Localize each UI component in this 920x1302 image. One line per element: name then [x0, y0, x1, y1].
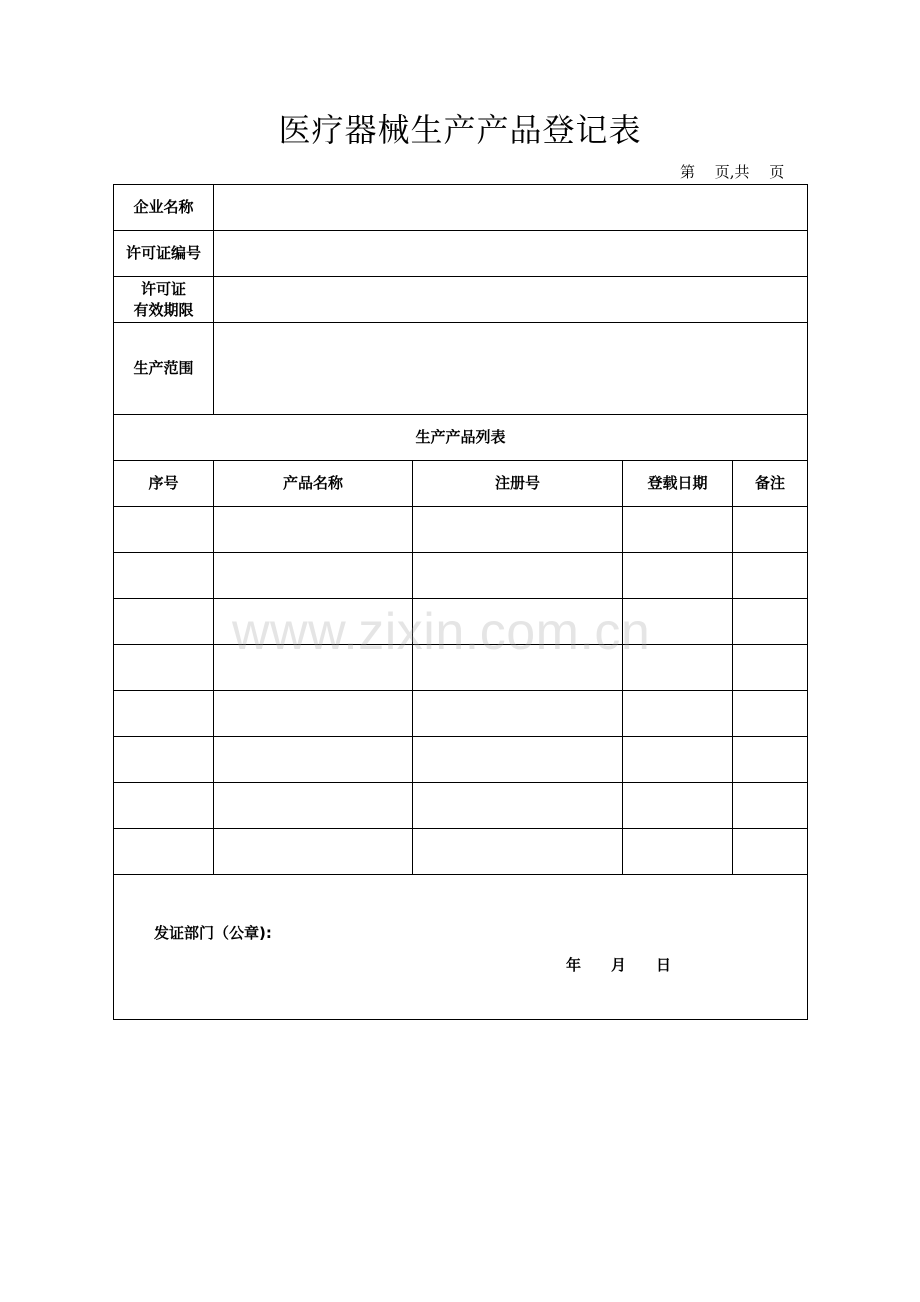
license-number-label: 许可证编号: [114, 231, 214, 277]
table-row: [114, 599, 808, 645]
table-row: [114, 783, 808, 829]
issuer-cell: [114, 875, 808, 1020]
serial-cell[interactable]: [114, 645, 214, 691]
remarks-cell[interactable]: [733, 507, 808, 553]
license-validity-label-line2: 有效期限: [133, 300, 194, 319]
production-scope-value[interactable]: [214, 323, 808, 415]
company-name-label: 企业名称: [114, 185, 214, 231]
serial-cell[interactable]: [114, 507, 214, 553]
serial-cell[interactable]: [114, 691, 214, 737]
remarks-cell[interactable]: [733, 737, 808, 783]
serial-cell[interactable]: [114, 829, 214, 875]
table-row: [114, 507, 808, 553]
registration-no-cell[interactable]: [413, 691, 623, 737]
registration-no-cell[interactable]: [413, 553, 623, 599]
listing-date-cell[interactable]: [623, 553, 733, 599]
production-scope-label: 生产范围: [114, 323, 214, 415]
remarks-cell[interactable]: [733, 829, 808, 875]
production-scope-row: [114, 323, 808, 415]
table-row: [114, 553, 808, 599]
table-row: [114, 645, 808, 691]
table-row: [114, 829, 808, 875]
form-title: 医疗器械生产产品登记表: [278, 111, 642, 149]
listing-date-cell[interactable]: [623, 829, 733, 875]
serial-cell[interactable]: [114, 599, 214, 645]
license-number-row: [114, 231, 808, 277]
company-name-row: [114, 185, 808, 231]
issuer-row: [114, 875, 808, 1020]
company-name-value[interactable]: [214, 185, 808, 231]
serial-cell[interactable]: [114, 783, 214, 829]
listing-date-cell[interactable]: [623, 783, 733, 829]
license-validity-label-line1: 许可证: [140, 279, 186, 298]
registration-no-cell[interactable]: [413, 737, 623, 783]
remarks-cell[interactable]: [733, 783, 808, 829]
registration-no-cell[interactable]: [413, 645, 623, 691]
remarks-cell[interactable]: [733, 599, 808, 645]
registration-no-cell[interactable]: [413, 599, 623, 645]
registration-no-cell[interactable]: [413, 829, 623, 875]
column-header-remarks: 备注: [733, 461, 808, 507]
remarks-cell[interactable]: [733, 691, 808, 737]
product-name-cell[interactable]: [214, 783, 413, 829]
issue-date-line: 年 月 日: [566, 956, 672, 974]
registration-no-cell[interactable]: [413, 507, 623, 553]
product-name-cell[interactable]: [214, 829, 413, 875]
product-list-header-row: [114, 461, 808, 507]
product-rows: [114, 507, 808, 875]
table-row: [114, 691, 808, 737]
product-name-cell[interactable]: [214, 507, 413, 553]
license-number-value[interactable]: [214, 231, 808, 277]
product-list-title-row: [114, 415, 808, 461]
license-validity-row: [114, 277, 808, 323]
registration-no-cell[interactable]: [413, 783, 623, 829]
product-list-title: 生产产品列表: [114, 415, 808, 461]
table-row: [114, 737, 808, 783]
page-number-info: 第 页,共 页: [680, 163, 785, 181]
watermark-text: www.zixin.com.cn: [232, 603, 651, 661]
license-validity-label: [114, 277, 214, 323]
remarks-cell[interactable]: [733, 553, 808, 599]
product-name-cell[interactable]: [214, 737, 413, 783]
issuer-label: 发证部门（公章):: [154, 924, 272, 942]
product-name-cell[interactable]: [214, 691, 413, 737]
serial-cell[interactable]: [114, 553, 214, 599]
listing-date-cell[interactable]: [623, 507, 733, 553]
listing-date-cell[interactable]: [623, 645, 733, 691]
product-name-cell[interactable]: [214, 599, 413, 645]
serial-cell[interactable]: [114, 737, 214, 783]
remarks-cell[interactable]: [733, 645, 808, 691]
column-header-product-name: 产品名称: [214, 461, 413, 507]
registration-form-table: [113, 184, 808, 1020]
license-validity-value[interactable]: [214, 277, 808, 323]
listing-date-cell[interactable]: [623, 737, 733, 783]
product-name-cell[interactable]: [214, 553, 413, 599]
column-header-listing-date: 登载日期: [623, 461, 733, 507]
listing-date-cell[interactable]: [623, 599, 733, 645]
column-header-serial: 序号: [114, 461, 214, 507]
product-name-cell[interactable]: [214, 645, 413, 691]
listing-date-cell[interactable]: [623, 691, 733, 737]
column-header-registration-no: 注册号: [413, 461, 623, 507]
